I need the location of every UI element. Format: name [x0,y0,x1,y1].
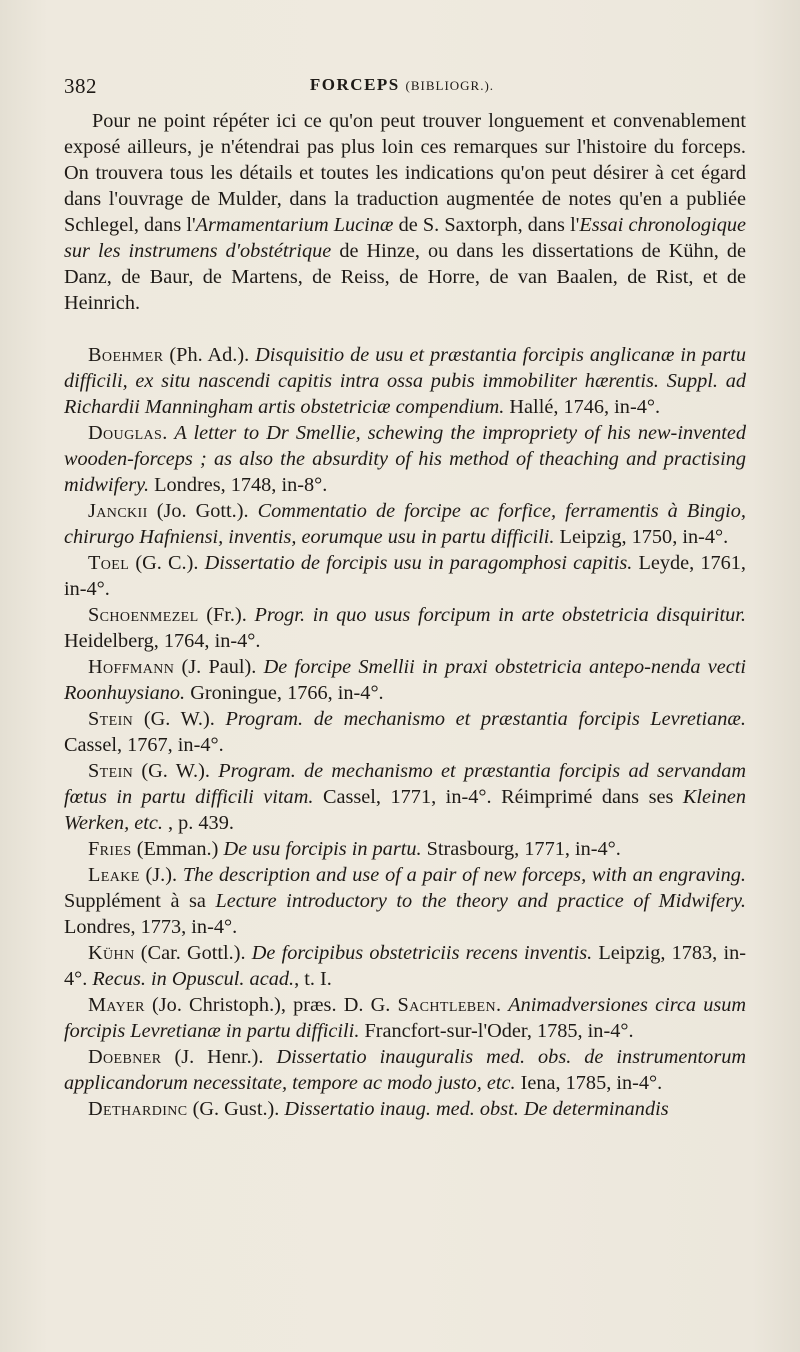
entry-imprint: Cassel, 1767, in-4°. [64,734,224,756]
entry-imprint: Hallé, 1746, in-4°. [504,396,661,418]
bibliography-entry [64,602,746,654]
intro-title-essai: Essai chronologique sur les instrumens d'obstétrique [64,214,746,262]
entry-author-names: (J. Henr.). [161,1046,277,1068]
page-header [64,74,740,102]
intro-title-armamentarium: Armamentarium Lucinæ [195,214,394,236]
bibliography-entry [64,992,746,1044]
entry-imprint: Francfort-sur-l'Oder, 1785, in-4°. [359,1020,634,1042]
entry-imprint-secondary: , p. 439. [162,812,234,834]
entry-imprint: Supplément à sa [64,890,216,912]
entry-title: A letter to Dr Smellie, schewing the impropriety of his new-invented wooden-forceps ; as also the absurdity of his method of theaching and practising midwifery. [64,422,747,496]
entry-imprint: Leyde, 1761, in-4°. [64,552,746,600]
entry-title: De forcipibus obstetriciis recens inventis. [251,942,593,964]
entry-author-names: (G. W.). [133,760,219,782]
intro-text-1: Pour ne point répéter ici ce qu'on peut trouver longuement et convenablement exposé ailleurs, je n'étendrai pas plus loin ces remarques sur l'histoire du forceps. On trouvera tous les détails et toutes les indications qu'on peut désirer à cet égard dans l'ouvrage de Mulder, dans la traduction augmentée de notes qu'en a publiée Schlegel, dans l' [64,110,746,236]
entry-author-names: (J.). [139,864,183,886]
entry-imprint: Cassel, 1771, in-4°. Réimprimé dans ses [313,786,683,808]
entry-author-names: . [162,422,175,444]
bibliography-entry [64,758,746,836]
entry-imprint: Heidelberg, 1764, in-4°. [64,630,261,652]
entry-title: Dissertatio de forcipis usu in paragomphosi capitis. [204,552,633,574]
entry-imprint: Londres, 1748, in-8°. [149,474,328,496]
entry-title-secondary: Lecture introductory to the theory and practice of Midwifery. [215,890,746,912]
page-body [64,108,746,1122]
bibliography-entry [64,862,746,940]
bibliography-list [64,342,746,1122]
entry-author-names: (Jo. Gott.). [147,500,258,522]
entry-title-secondary: Kleinen Werken, etc. [64,786,746,834]
running-title [64,75,740,95]
bibliography-entry [64,1096,746,1122]
entry-title-secondary: Recus. in Opuscul. acad. [92,968,295,990]
bibliography-entry [64,706,746,758]
entry-imprint: Iena, 1785, in-4°. [515,1072,663,1094]
entry-author: Doebner [88,1046,162,1068]
bibliography-entry [64,836,746,862]
entry-imprint: Groningue, 1766, in-4°. [185,682,384,704]
bibliography-entry [64,342,746,420]
entry-author-names: (Jo. Christoph.), præs. D. G. [144,994,398,1016]
bibliography-entry [64,1044,746,1096]
entry-imprint: Leipzig, 1750, in-4°. [554,526,729,548]
entry-imprint-secondary: , t. I. [294,968,332,990]
entry-author: Fries [88,838,132,860]
bibliography-entry [64,940,746,992]
intro-paragraph [64,108,746,316]
entry-imprint: Leipzig, 1783, in-4°. [64,942,746,990]
entry-author-names: (J. Paul). [174,656,264,678]
entry-author: Mayer [88,994,145,1016]
bibliography-entry [64,550,746,602]
entry-author: Stein [88,760,134,782]
entry-title: De forcipe Smellii in praxi obstetricia antepo-nenda vecti Roonhuysiano. [64,656,747,704]
page-number: 382 [64,74,97,98]
entry-author: Kühn [88,942,135,964]
intro-text-2: de S. Saxtorph, dans l' [393,214,580,236]
entry-author-names: (Fr.). [198,604,255,626]
entry-imprint: Strasbourg, 1771, in-4°. [421,838,621,860]
running-title-main: FORCEPS [309,75,400,94]
entry-title: Animadversiones circa usum forcipis Levretianæ in partu difficili. [64,994,747,1042]
entry-author-names: (G. C.). [129,552,205,574]
bibliography-entry [64,420,746,498]
entry-title: Dissertatio inaug. med. obst. De determinandis [284,1098,669,1120]
entry-author-names: (G. W.). [133,708,226,730]
entry-imprint-secondary: Londres, 1773, in-4°. [64,916,238,938]
entry-praeses: Sachtleben [397,994,496,1016]
entry-author: Hoffmann [88,656,175,678]
entry-title: De usu forcipis in partu. [223,838,422,860]
entry-author: Schoenmezel [88,604,199,626]
entry-title: Progr. in quo usus forcipum in arte obstetricia disquiritur. [254,604,746,626]
entry-author: Douglas [88,422,163,444]
entry-title: Disquisitio de usu et præstantia forcipis anglicanæ in partu difficili, ex situ nascendi capitis intra ossa pubis immobiliter hærentis. Suppl. ad Richardii Manningham artis obstetriciæ compendium. [64,344,746,418]
entry-author: Toel [88,552,130,574]
entry-title: The description and use of a pair of new forceps, with an engraving. [182,864,746,886]
entry-title: Commentatio de forcipe ac forfice, ferramentis à Bingio, chirurgo Hafniensi, inventis, eorumque usu in partu difficili. [64,500,746,548]
entry-author-names: (G. Gust.). [187,1098,285,1120]
intro-text-3: de Hinze, ou dans les dissertations de Kühn, de Danz, de Baur, de Martens, de Reiss, de Horre, de van Baalen, de Rist, et de Heinrich. [64,240,746,314]
entry-author: Janckii [88,500,148,522]
entry-author: Stein [88,708,134,730]
entry-author: Boehmer [88,344,164,366]
entry-author: Dethardinc [88,1098,188,1120]
entry-author: Leake [88,864,140,886]
entry-author-names: (Ph. Ad.). [163,344,256,366]
entry-author-names: (Emman.) [131,838,224,860]
entry-author-names: (Car. Gottl.). [134,942,252,964]
entry-title: Dissertatio inauguralis med. obs. de instrumentorum applicandorum necessitate, tempore ac modo justo, etc. [64,1046,747,1094]
entry-title: Program. de mechanismo et præstantia forcipis ad servandam fœtus in partu difficili vitam. [64,760,746,808]
entry-title: Program. de mechanismo et præstantia forcipis Levretianæ. [225,708,746,730]
bibliography-entry [64,498,746,550]
entry-praeses-names: . [495,994,509,1016]
bibliography-entry [64,654,746,706]
running-title-sub: (BIBLIOGR.). [405,78,495,93]
